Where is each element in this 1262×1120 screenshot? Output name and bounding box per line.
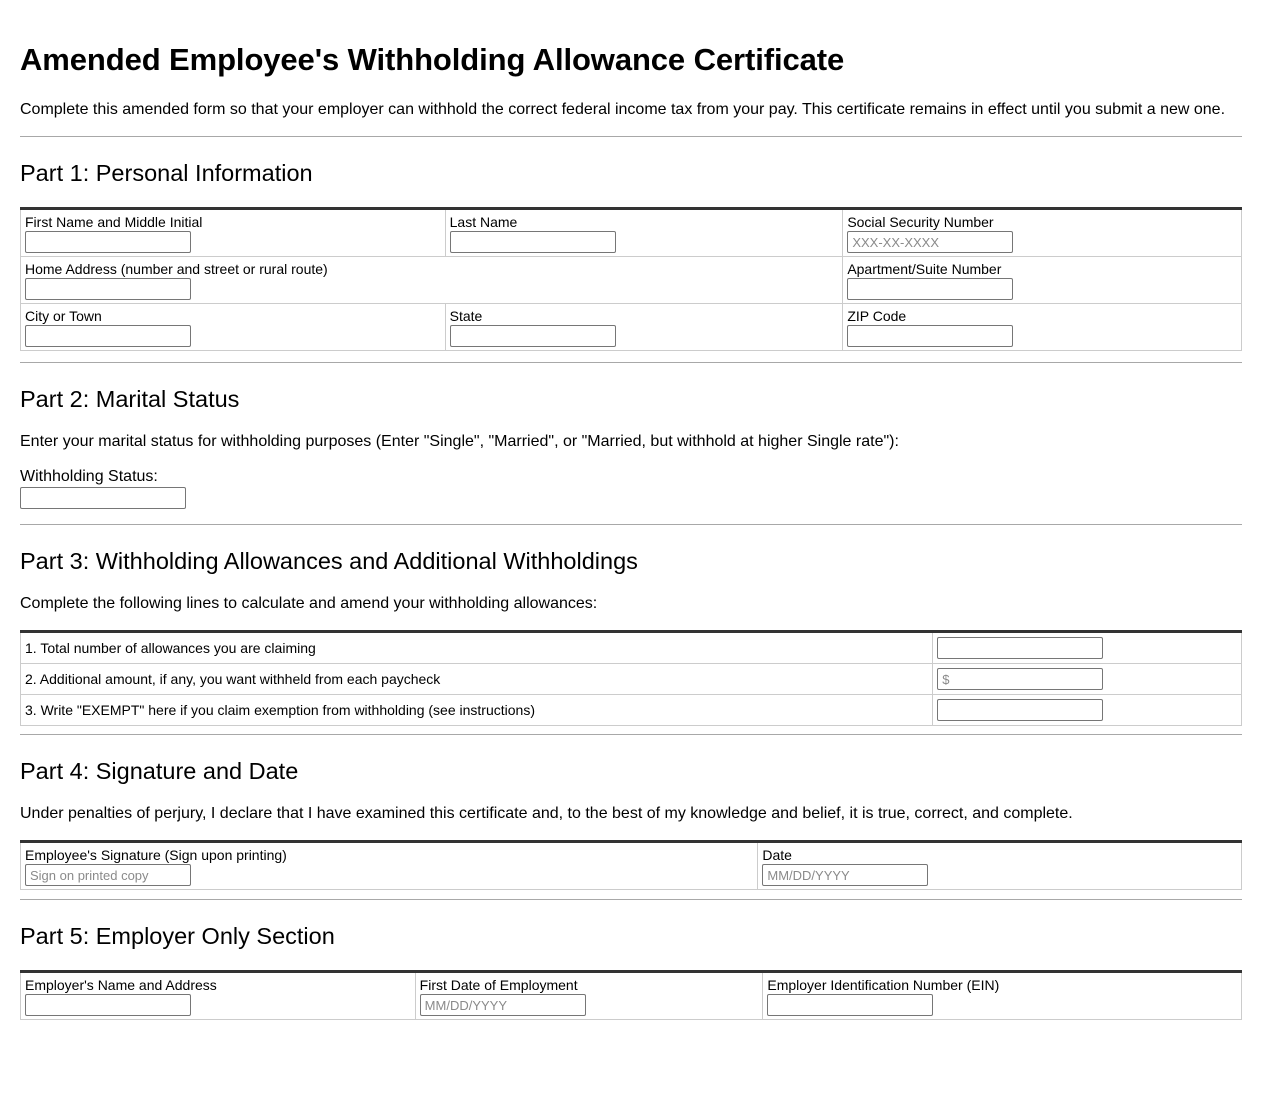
divider: [20, 524, 1242, 525]
first-name-input[interactable]: [25, 231, 191, 253]
ein-cell: [763, 972, 1242, 1020]
last-name-input[interactable]: [450, 231, 616, 253]
divider: [20, 362, 1242, 363]
home-address-cell: [21, 257, 843, 304]
ein-label: Employer Identification Number (EIN): [767, 977, 1000, 993]
ein-input[interactable]: [767, 994, 933, 1016]
state-label: State: [449, 308, 483, 324]
line-1-value-cell: [933, 632, 1242, 664]
page-title: Amended Employee's Withholding Allowance Certificate: [20, 42, 845, 77]
table-row: [21, 664, 1242, 695]
date-label: Date: [762, 847, 792, 863]
zip-label: ZIP Code: [847, 308, 907, 324]
part5-heading: Part 5: Employer Only Section: [20, 923, 335, 949]
signature-label: Employee's Signature (Sign upon printing): [25, 847, 287, 863]
apartment-input[interactable]: [847, 278, 1013, 300]
last-name-cell: [445, 209, 843, 257]
city-input[interactable]: [25, 325, 191, 347]
part4-heading: Part 4: Signature and Date: [20, 758, 299, 784]
employer-name-cell: [21, 972, 416, 1020]
line-3-label: 3. Write "EXEMPT" here if you claim exemption from withholding (see instructions): [21, 695, 933, 726]
divider: [20, 136, 1242, 137]
city-label: City or Town: [25, 308, 102, 324]
date-cell: [758, 842, 1242, 890]
allowances-total-input[interactable]: [937, 637, 1103, 659]
divider: [20, 734, 1242, 735]
zip-input[interactable]: [847, 325, 1013, 347]
personal-info-table: [20, 207, 1242, 351]
part2-heading: Part 2: Marital Status: [20, 386, 240, 412]
line-3-value-cell: [933, 695, 1242, 726]
ssn-input[interactable]: [847, 231, 1013, 253]
date-input[interactable]: [762, 864, 928, 886]
home-address-label: Home Address (number and street or rural route): [25, 261, 328, 277]
additional-amount-input[interactable]: [937, 668, 1103, 690]
table-row: [21, 632, 1242, 664]
line-2-label: 2. Additional amount, if any, you want withheld from each paycheck: [21, 664, 933, 695]
intro-text: Complete this amended form so that your employer can withhold the correct federal income tax from your pay. This certificate remains in effect until you submit a new one.: [20, 101, 1226, 118]
state-input[interactable]: [450, 325, 616, 347]
part1-heading: Part 1: Personal Information: [20, 160, 313, 186]
employer-table: [20, 970, 1242, 1020]
employer-name-label: Employer's Name and Address: [25, 977, 217, 993]
withholding-status-input[interactable]: [20, 487, 186, 509]
part3-heading: Part 3: Withholding Allowances and Additional Withholdings: [20, 548, 638, 574]
first-name-label: First Name and Middle Initial: [25, 214, 203, 230]
allowances-instructions: Complete the following lines to calculate and amend your withholding allowances:: [20, 595, 598, 612]
signature-cell: [21, 842, 758, 890]
employer-name-input[interactable]: [25, 994, 191, 1016]
perjury-declaration: Under penalties of perjury, I declare that I have examined this certificate and, to the best of my knowledge and belief, it is true, correct, and complete.: [20, 805, 1073, 822]
ssn-label: Social Security Number: [847, 214, 994, 230]
table-row: [21, 695, 1242, 726]
last-name-label: Last Name: [449, 214, 518, 230]
city-cell: [21, 304, 446, 351]
first-date-label: First Date of Employment: [419, 977, 578, 993]
allowances-table: [20, 630, 1242, 726]
first-date-cell: [415, 972, 763, 1020]
first-date-input[interactable]: [420, 994, 586, 1016]
first-name-cell: [21, 209, 446, 257]
line-2-value-cell: [933, 664, 1242, 695]
ssn-cell: [843, 209, 1242, 257]
divider: [20, 899, 1242, 900]
exempt-input[interactable]: [937, 699, 1103, 721]
line-1-label: 1. Total number of allowances you are claiming: [21, 632, 933, 664]
home-address-input[interactable]: [25, 278, 191, 300]
withholding-status-label: Withholding Status:: [20, 468, 158, 485]
apartment-cell: [843, 257, 1242, 304]
marital-instructions: Enter your marital status for withholding purposes (Enter "Single", "Married", or "Married, but withhold at higher Single rate"):: [20, 433, 899, 450]
signature-input[interactable]: [25, 864, 191, 886]
zip-cell: [843, 304, 1242, 351]
state-cell: [445, 304, 843, 351]
signature-table: [20, 840, 1242, 890]
apartment-label: Apartment/Suite Number: [847, 261, 1002, 277]
